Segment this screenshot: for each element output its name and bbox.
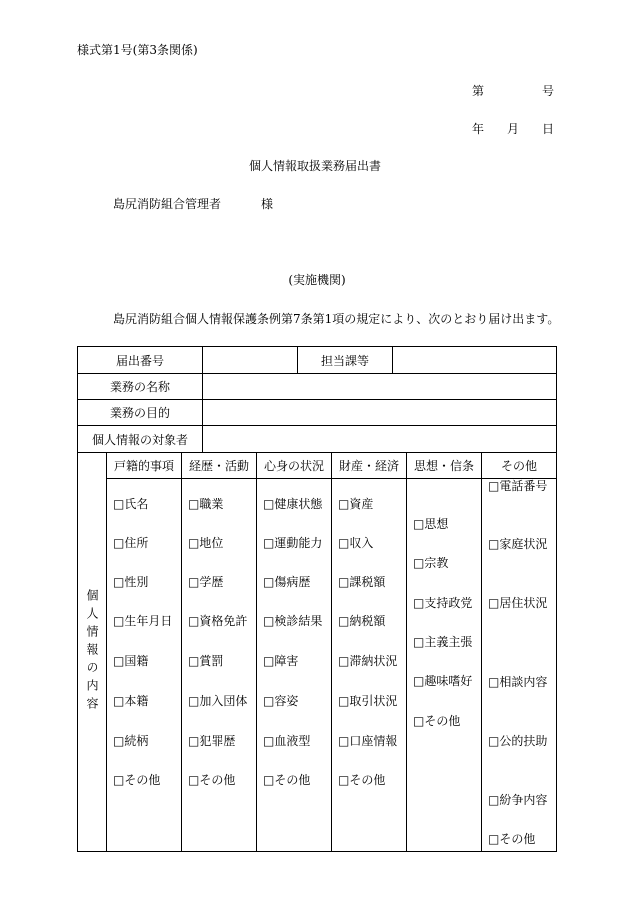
- date-year-label: 年: [472, 122, 485, 136]
- checkbox-tax-assessment[interactable]: □課税額: [338, 575, 386, 589]
- checkbox-transactions[interactable]: □取引状況: [338, 694, 398, 708]
- addressee-honorific: 様: [261, 197, 274, 211]
- addressee-name: 島尻消防組合管理者: [113, 197, 222, 211]
- header-assets-economy: 財産・経済: [331, 452, 407, 479]
- date-day-field[interactable]: [522, 121, 540, 137]
- date-month-field[interactable]: [487, 121, 505, 137]
- checkbox-career-other[interactable]: □その他: [188, 773, 236, 787]
- department-field[interactable]: [393, 347, 556, 373]
- notification-number-label: 届出番号: [77, 346, 203, 374]
- doc-number-suffix: 号: [542, 84, 555, 98]
- column-thought-belief: [406, 478, 482, 852]
- date-month-label: 月: [507, 122, 520, 136]
- checkbox-checkup-results[interactable]: □検診結果: [263, 614, 323, 628]
- checkbox-occupation[interactable]: □職業: [188, 497, 224, 511]
- checkbox-criminal-record[interactable]: □犯罪歴: [188, 734, 236, 748]
- department-cell: [392, 346, 557, 374]
- date-day-label: 日: [542, 122, 555, 136]
- checkbox-disability[interactable]: □障害: [263, 654, 299, 668]
- checkbox-family-other[interactable]: □その他: [113, 773, 161, 787]
- checkbox-political-party[interactable]: □支持政党: [413, 596, 473, 610]
- checkbox-financial-other[interactable]: □その他: [338, 773, 386, 787]
- checkbox-physical-other[interactable]: □その他: [263, 773, 311, 787]
- checkbox-phone-number[interactable]: □電話番号: [488, 479, 548, 493]
- target-persons-cell: [202, 425, 557, 453]
- header-career-activity: 経歴・活動: [181, 452, 257, 479]
- target-persons-field[interactable]: [203, 426, 556, 452]
- header-other: その他: [481, 452, 557, 479]
- checkbox-affiliations[interactable]: □加入団体: [188, 694, 248, 708]
- business-name-field[interactable]: [203, 374, 556, 399]
- checkbox-education[interactable]: □学歴: [188, 575, 224, 589]
- checkbox-motor-ability[interactable]: □運動能力: [263, 536, 323, 550]
- checkbox-beliefs[interactable]: □主義主張: [413, 635, 473, 649]
- checkbox-name[interactable]: □氏名: [113, 497, 149, 511]
- checkbox-relationship[interactable]: □続柄: [113, 734, 149, 748]
- checkbox-birthdate[interactable]: □生年月日: [113, 614, 173, 628]
- checkbox-appearance[interactable]: □容姿: [263, 694, 299, 708]
- checkbox-medical-history[interactable]: □傷病歴: [263, 575, 311, 589]
- department-label: 担当課等: [297, 346, 393, 374]
- checkbox-assets[interactable]: □資産: [338, 497, 374, 511]
- checkbox-public-assistance[interactable]: □公的扶助: [488, 734, 548, 748]
- target-persons-label: 個人情報の対象者: [77, 425, 203, 453]
- header-family-register: 戸籍的事項: [106, 452, 182, 479]
- business-purpose-cell: [202, 399, 557, 426]
- organization-label: (実施機関): [288, 273, 346, 287]
- checkbox-rewards-punishments[interactable]: □賞罰: [188, 654, 224, 668]
- header-mind-body: 心身の状況: [256, 452, 332, 479]
- checkbox-thought[interactable]: □思想: [413, 517, 449, 531]
- checkbox-registered-domicile[interactable]: □本籍: [113, 694, 149, 708]
- business-purpose-label: 業務の目的: [77, 399, 203, 426]
- checkbox-misc-other[interactable]: □その他: [488, 832, 536, 846]
- checkbox-income[interactable]: □収入: [338, 536, 374, 550]
- checkbox-hobbies[interactable]: □趣味嗜好: [413, 674, 473, 688]
- doc-number-field[interactable]: [490, 83, 540, 99]
- checkbox-account-info[interactable]: □口座情報: [338, 734, 398, 748]
- header-thought-belief: 思想・信条: [406, 452, 482, 479]
- content-label-cell: [77, 452, 107, 852]
- statement-text: 島尻消防組合個人情報保護条例第7条第1項の規定により、次のとおり届け出ます。: [113, 312, 560, 326]
- checkbox-tax-payment[interactable]: □納税額: [338, 614, 386, 628]
- checkbox-address[interactable]: □住所: [113, 536, 149, 550]
- checkbox-family-situation[interactable]: □家庭状況: [488, 537, 548, 551]
- checkbox-dispute[interactable]: □紛争内容: [488, 793, 548, 807]
- business-name-label: 業務の名称: [77, 373, 203, 400]
- form-label: 様式第1号(第3条関係): [77, 43, 198, 57]
- notification-number-cell: [202, 346, 298, 374]
- checkbox-health-condition[interactable]: □健康状態: [263, 497, 323, 511]
- doc-number-prefix: 第: [472, 84, 485, 98]
- checkbox-religion[interactable]: □宗教: [413, 556, 449, 570]
- checkbox-position[interactable]: □地位: [188, 536, 224, 550]
- checkbox-consultation[interactable]: □相談内容: [488, 675, 548, 689]
- notification-number-field[interactable]: [203, 347, 297, 373]
- checkbox-belief-other[interactable]: □その他: [413, 714, 461, 728]
- business-purpose-field[interactable]: [203, 400, 556, 425]
- checkbox-gender[interactable]: □性別: [113, 575, 149, 589]
- document-title: 個人情報取扱業務届出書: [248, 159, 381, 173]
- content-vertical-label: 個人情報の内容: [85, 589, 99, 715]
- business-name-cell: [202, 373, 557, 400]
- checkbox-arrears[interactable]: □滞納状況: [338, 654, 398, 668]
- checkbox-qualifications[interactable]: □資格免許: [188, 614, 248, 628]
- checkbox-nationality[interactable]: □国籍: [113, 654, 149, 668]
- checkbox-residence-situation[interactable]: □居住状況: [488, 596, 548, 610]
- date-year-field[interactable]: [436, 121, 470, 137]
- checkbox-blood-type[interactable]: □血液型: [263, 734, 311, 748]
